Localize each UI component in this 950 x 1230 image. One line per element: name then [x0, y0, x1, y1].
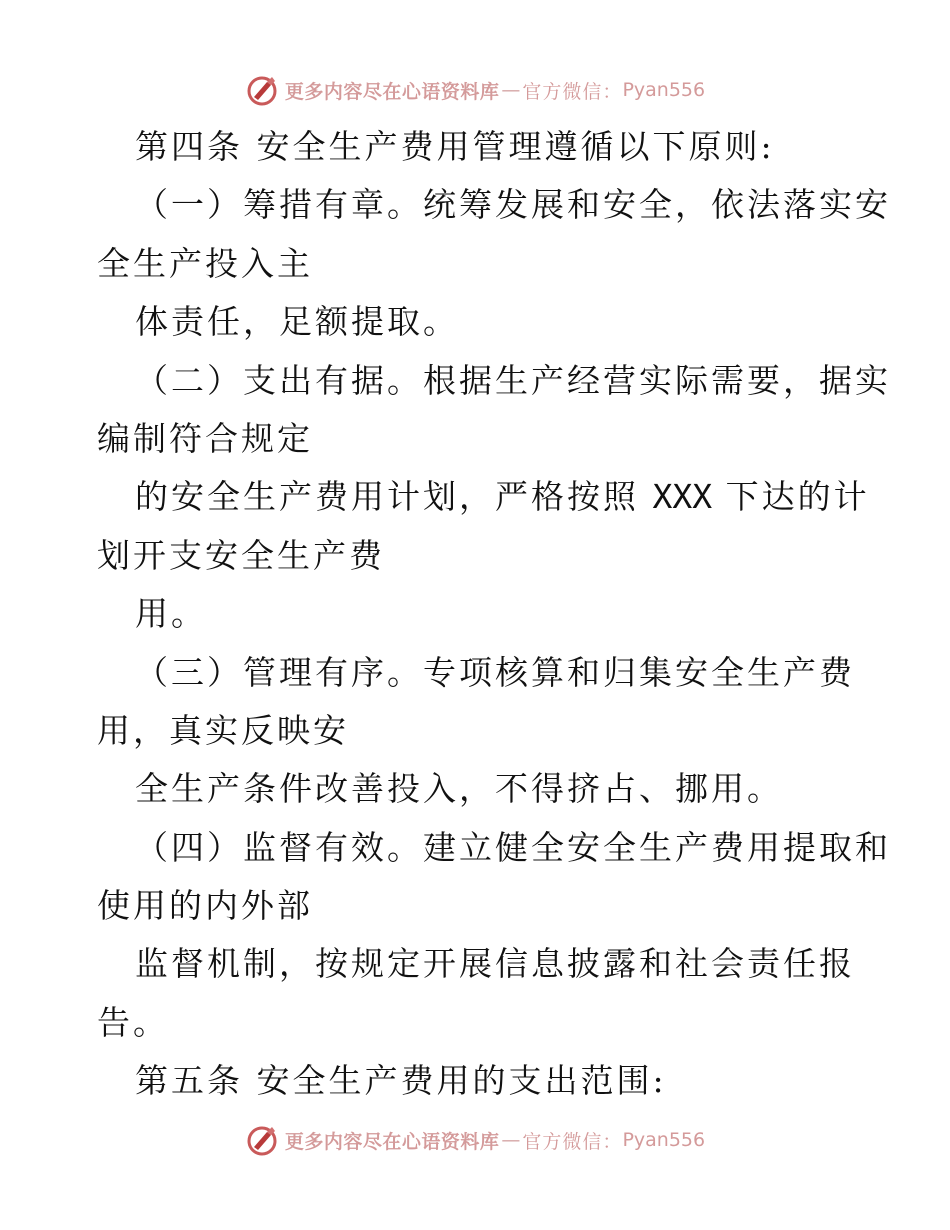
watermark-account: Pyan556	[622, 1129, 706, 1151]
text-line: （二）支出有据。根据生产经营实际需要，据实	[135, 360, 891, 400]
text-line: 全生产投入主	[97, 243, 313, 283]
text-line: 第四条 安全生产费用管理遵循以下原则:	[135, 127, 775, 166]
watermark-separator: —	[501, 79, 521, 101]
text-line: 编制符合规定	[97, 418, 313, 458]
text-line: 告。	[97, 1002, 169, 1042]
watermark-main-text: 更多内容尽在心语资料库	[284, 1130, 500, 1153]
pen-logo-icon	[245, 1123, 279, 1157]
text-line: （三）管理有序。专项核算和归集安全生产费	[135, 652, 855, 692]
text-line: 的安全生产费用计划，严格按照 XXX 下达的计	[135, 477, 870, 517]
pen-logo-icon	[245, 73, 279, 107]
footer-watermark	[0, 1120, 950, 1160]
watermark-main-text: 更多内容尽在心语资料库	[284, 80, 500, 103]
text-line: 体责任，足额提取。	[135, 302, 459, 342]
text-line: 监督机制，按规定开展信息披露和社会责任报	[135, 944, 855, 984]
watermark-account: Pyan556	[622, 79, 706, 101]
placeholder-code: XXX	[652, 477, 713, 517]
text-line: （四）监督有效。建立健全安全生产费用提取和	[135, 827, 891, 867]
header-watermark	[0, 70, 950, 110]
text-line: 划开支安全生产费	[97, 535, 385, 575]
watermark-label: 官方微信：	[522, 1130, 623, 1153]
text-line: 第五条 安全生产费用的支出范围:	[135, 1061, 667, 1101]
document-body	[97, 118, 891, 1111]
text-line: 用。	[135, 594, 207, 634]
watermark-label: 官方微信：	[522, 80, 623, 103]
text-line: 使用的内外部	[97, 886, 313, 926]
text-line: （一）筹措有章。统筹发展和安全，依法落实安	[135, 185, 891, 225]
watermark-separator: —	[501, 1129, 521, 1151]
text-line: 用，真实反映安	[97, 710, 349, 750]
text-line: 全生产条件改善投入，不得挤占、挪用。	[135, 769, 783, 809]
